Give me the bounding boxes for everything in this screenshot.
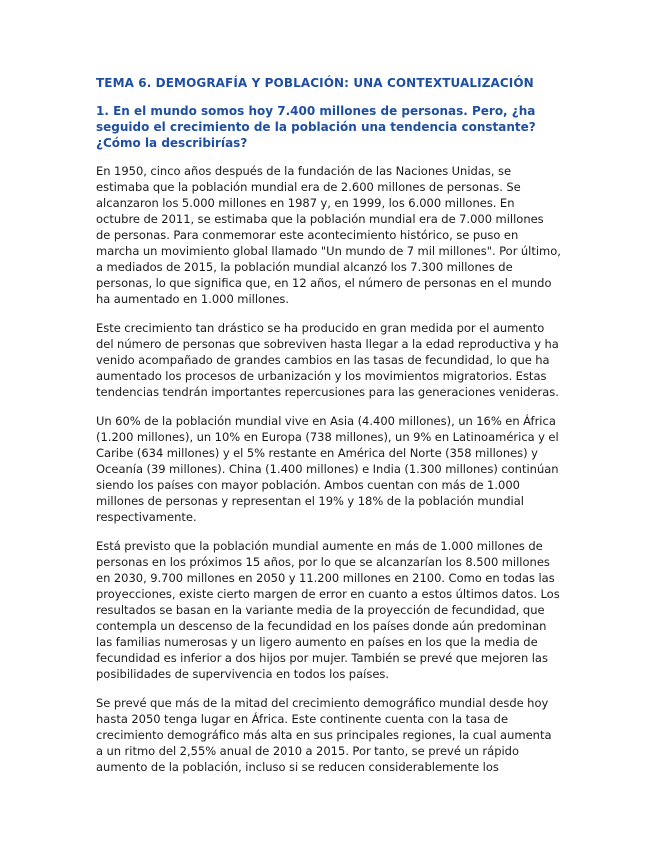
question-heading: 1. En el mundo somos hoy 7.400 millones de personas. Pero, ¿ha seguido el crecimiento de la población una tendencia constante? ¿Cómo la describirías? <box>96 104 536 150</box>
paragraph-africa-growth: Se prevé que más de la mitad del crecimiento demográfico mundial desde hoy hasta 2050 tenga lugar en África. Este continente cuenta con la tasa de crecimiento demográfico más alta en sus principales regiones, la cual aumenta a un ritmo del 2,55% anual de 2010 a 2015. Por tanto, se prevé un rápido aumento de la población, incluso si se reducen considerablemente los <box>96 696 552 774</box>
paragraph-population-history: En 1950, cinco años después de la fundación de las Naciones Unidas, se estimaba que la población mundial era de 2.600 millones de personas. Se alcanzaron los 5.000 millones en 1987 y, en 1999, los 6.000 millones. En octubre de 2011, se estimaba que la población mundial era de 7.000 millones de personas. Para conmemorar este acontecimiento histórico, se puso en marcha un movimiento global llamado "Un mundo de 7 mil millones". Por último, a mediados de 2015, la población mundial alcanzó los 7.300 millones de personas, lo que significa que, en 12 años, el número de personas en el mundo ha aumentado en 1.000 millones. <box>96 164 561 306</box>
document-title: TEMA 6. DEMOGRAFÍA Y POBLACIÓN: UNA CONTEXTUALIZACIÓN <box>96 76 534 90</box>
document-page <box>96 75 561 788</box>
paragraph-regional-distribution: Un 60% de la población mundial vive en Asia (4.400 millones), un 16% en África (1.200 millones), un 10% en Europa (738 millones), un 9% en Latinoamérica y el Caribe (634 millones) y el 5% restante en América del Norte (358 millones) y Oceanía (39 millones). China (1.400 millones) e India (1.300 millones) continúan siendo los países con mayor población. Ambos cuentan con más de 1.000 millones de personas y representan el 19% y 18% de la población mundial respectivamente. <box>96 414 559 524</box>
paragraph-growth-causes: Este crecimiento tan drástico se ha producido en gran medida por el aumento del número de personas que sobreviven hasta llegar a la edad reproductiva y ha venido acompañado de grandes cambios en las tasas de fecundidad, lo que ha aumentado los procesos de urbanización y los movimientos migratorios. Estas tendencias tendrán importantes repercusiones para las generaciones venideras. <box>96 321 559 399</box>
paragraph-projections: Está previsto que la población mundial aumente en más de 1.000 millones de personas en los próximos 15 años, por lo que se alcanzarían los 8.500 millones en 2030, 9.700 millones en 2050 y 11.200 millones en 2100. Como en todas las proyecciones, existe cierto margen de error en cuanto a estos últimos datos. Los resultados se basan en la variante media de la proyección de fecundidad, que contempla un descenso de la fecundidad en los países donde aún predominan las familias numerosas y un ligero aumento en países en los que la media de fecundidad es inferior a dos hijos por mujer. También se prevé que mejoren las posibilidades de supervivencia en todos los países. <box>96 539 560 681</box>
